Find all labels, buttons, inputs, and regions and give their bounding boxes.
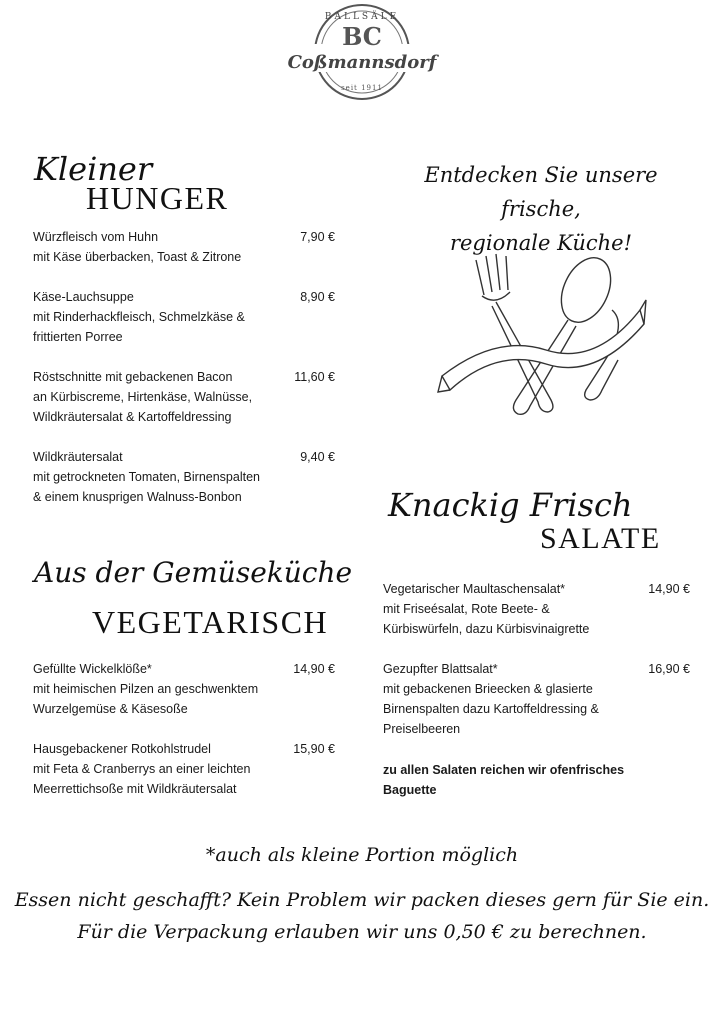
- menu-item: [383, 579, 690, 639]
- item-price: 11,60 €: [294, 370, 335, 384]
- item-description: mit Käse überbacken, Toast & Zitrone: [33, 250, 242, 264]
- vegetarisch-script-title: Aus der Gemüseküche: [34, 556, 353, 589]
- kleiner-script-title: Kleiner: [34, 150, 153, 188]
- item-price: 14,90 €: [648, 582, 690, 596]
- tagline: Entdecken Sie unsere frische, regionale Küche!: [424, 163, 658, 255]
- item-description: mit Rinderhackfleisch, Schmelzkäse & frittierten Porree: [33, 310, 245, 344]
- closing-line-1: Essen nicht geschafft? Kein Problem wir packen dieses gern für Sie ein.: [14, 889, 710, 911]
- logo-monogram: BC: [342, 22, 382, 51]
- item-price: 8,90 €: [300, 290, 335, 304]
- item-description: mit Friseésalat, Rote Beete- & Kürbiswürfeln, dazu Kürbisvinaigrette: [383, 602, 590, 636]
- item-name: Röstschnitte mit gebackenen Bacon: [33, 370, 233, 384]
- salate-script-title: Knackig Frisch: [388, 486, 633, 524]
- logo-name: Coßmannsdorf: [287, 52, 437, 73]
- item-description: mit heimischen Pilzen an geschwenktem Wurzelgemüse & Käsesoße: [33, 682, 259, 716]
- menu-item: [33, 659, 335, 719]
- item-name: Vegetarischer Maultaschensalat*: [383, 582, 566, 596]
- item-price: 7,90 €: [300, 230, 335, 244]
- item-price: 15,90 €: [293, 742, 335, 756]
- footnote: *auch als kleine Portion möglich: [205, 844, 519, 866]
- menu-item: [33, 739, 335, 799]
- cutlery-illustration: [436, 250, 648, 420]
- item-description: an Kürbiscreme, Hirtenkäse, Walnüsse, Wildkräutersalat & Kartoffeldressing: [33, 390, 253, 424]
- menu-item: [33, 367, 335, 427]
- item-description: mit Feta & Cranberrys an einer leichten Meerrettichsoße mit Wildkräutersalat: [33, 762, 251, 796]
- item-name: Käse-Lauchsuppe: [33, 290, 134, 304]
- salate-caps-title: SALATE: [540, 522, 661, 555]
- item-name: Wildkräutersalat: [33, 450, 123, 464]
- item-price: 14,90 €: [293, 662, 335, 676]
- logo-since: seit 1911: [341, 84, 383, 92]
- item-name: Hausgebackener Rotkohlstrudel: [33, 742, 211, 756]
- item-price: 9,40 €: [300, 450, 335, 464]
- menu-item: [33, 287, 335, 347]
- kleiner-caps-title: HUNGER: [86, 180, 229, 216]
- salate-note-text: zu allen Salaten reichen wir ofenfrisches Baguette: [383, 763, 625, 797]
- vegetarisch-caps-title: VEGETARISCH: [92, 604, 329, 640]
- menu-item: [33, 447, 335, 507]
- item-description: mit getrockneten Tomaten, Birnenspalten & einem knusprigen Walnuss-Bonbon: [33, 470, 260, 504]
- item-price: 16,90 €: [648, 662, 690, 676]
- menu-item: [383, 659, 690, 739]
- closing-line-2: Für die Verpackung erlauben wir uns 0,50 € zu berechnen.: [77, 921, 647, 943]
- menu-item: [33, 227, 335, 267]
- item-name: Würzfleisch vom Huhn: [33, 230, 159, 244]
- logo-arc-text: BALLSÄLE: [324, 12, 400, 22]
- salate-note: [383, 760, 690, 800]
- item-description: mit gebackenen Brieecken & glasierte Birnenspalten dazu Kartoffeldressing & Preiselbeeren: [383, 682, 599, 736]
- item-name: Gezupfter Blattsalat*: [383, 662, 498, 676]
- item-name: Gefüllte Wickelklöße*: [33, 662, 152, 676]
- logo: [282, 2, 442, 104]
